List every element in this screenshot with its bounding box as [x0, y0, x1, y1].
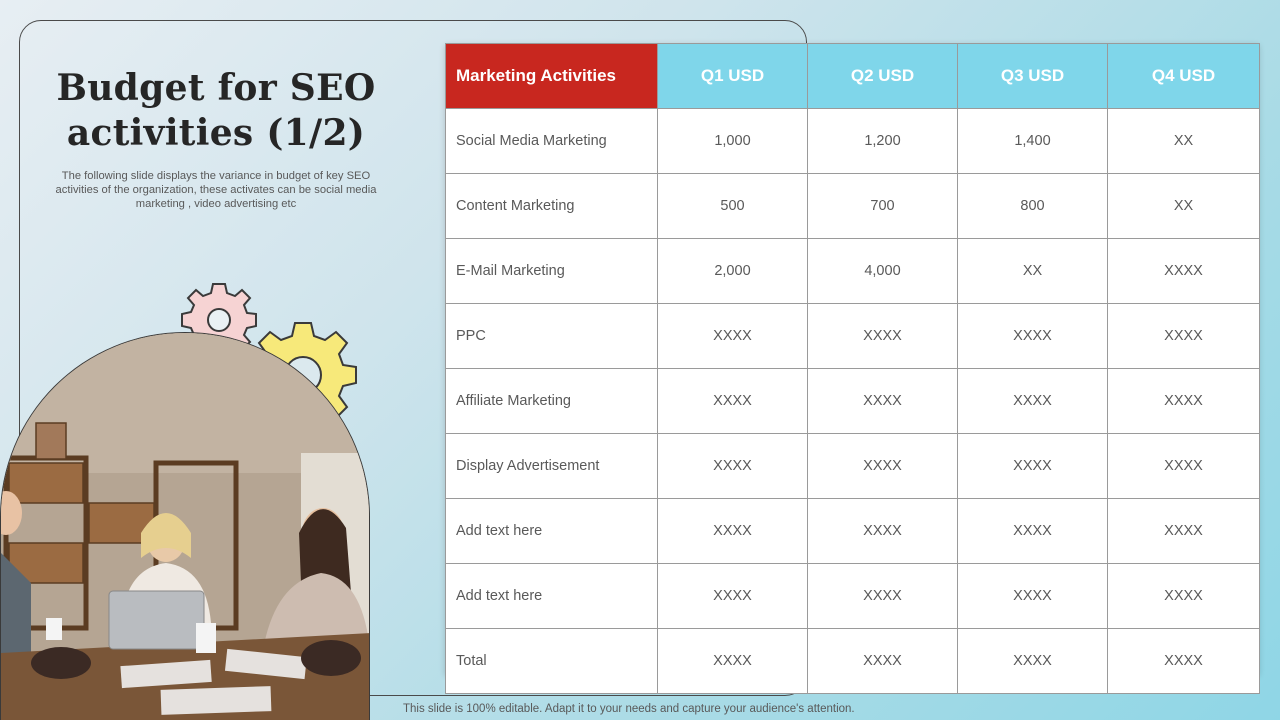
activity-cell: Add text here — [446, 564, 658, 629]
header-cell: Q2 USD — [808, 44, 958, 109]
value-cell: 700 — [808, 174, 958, 239]
table-row — [446, 239, 1260, 304]
value-cell: XXXX — [958, 499, 1108, 564]
activity-cell: Add text here — [446, 499, 658, 564]
slide-subtitle: The following slide displays the variance in budget of key SEO activities of the organization, these activates can be social media marketing , video advertising etc — [55, 170, 377, 210]
value-cell: 1,400 — [958, 109, 1108, 174]
budget-table — [445, 43, 1259, 674]
value-cell: 500 — [658, 174, 808, 239]
value-cell: XXXX — [808, 629, 958, 694]
table-row — [446, 499, 1260, 564]
slide-footer-note: This slide is 100% editable. Adapt it to your needs and capture your audience's attention. — [403, 703, 855, 715]
table-row — [446, 369, 1260, 434]
value-cell: XXXX — [1108, 499, 1260, 564]
value-cell: XXXX — [658, 369, 808, 434]
value-cell: 1,000 — [658, 109, 808, 174]
table-row — [446, 564, 1260, 629]
header-cell: Q3 USD — [958, 44, 1108, 109]
value-cell: XXXX — [808, 304, 958, 369]
value-cell: XXXX — [1108, 629, 1260, 694]
table-row — [446, 304, 1260, 369]
value-cell: 2,000 — [658, 239, 808, 304]
value-cell: XXXX — [658, 434, 808, 499]
value-cell: XXXX — [958, 369, 1108, 434]
value-cell: XXXX — [658, 564, 808, 629]
activity-cell: Affiliate Marketing — [446, 369, 658, 434]
value-cell: XX — [1108, 109, 1260, 174]
table-row-total — [446, 629, 1260, 694]
activity-cell: E-Mail Marketing — [446, 239, 658, 304]
value-cell: XXXX — [658, 304, 808, 369]
table-header-row — [446, 44, 1260, 109]
value-cell: XXXX — [958, 434, 1108, 499]
value-cell: XXXX — [958, 564, 1108, 629]
table-row — [446, 109, 1260, 174]
value-cell: XX — [958, 239, 1108, 304]
value-cell: 1,200 — [808, 109, 958, 174]
header-cell: Q1 USD — [658, 44, 808, 109]
meeting-photo — [0, 332, 370, 720]
value-cell: XXXX — [808, 434, 958, 499]
value-cell: XXXX — [1108, 434, 1260, 499]
activity-cell: PPC — [446, 304, 658, 369]
value-cell: XXXX — [658, 629, 808, 694]
value-cell: XXXX — [958, 629, 1108, 694]
value-cell: XXXX — [808, 369, 958, 434]
value-cell: XXXX — [1108, 369, 1260, 434]
value-cell: XXXX — [958, 304, 1108, 369]
value-cell: XXXX — [808, 499, 958, 564]
value-cell: 4,000 — [808, 239, 958, 304]
table-row — [446, 434, 1260, 499]
table-row — [446, 174, 1260, 239]
activity-cell: Total — [446, 629, 658, 694]
value-cell: XX — [1108, 174, 1260, 239]
activity-cell: Social Media Marketing — [446, 109, 658, 174]
header-cell: Q4 USD — [1108, 44, 1260, 109]
header-cell: Marketing Activities — [446, 44, 658, 109]
value-cell: XXXX — [1108, 564, 1260, 629]
activity-cell: Display Advertisement — [446, 434, 658, 499]
value-cell: 800 — [958, 174, 1108, 239]
activity-cell: Content Marketing — [446, 174, 658, 239]
value-cell: XXXX — [1108, 304, 1260, 369]
value-cell: XXXX — [1108, 239, 1260, 304]
value-cell: XXXX — [808, 564, 958, 629]
slide-title: Budget for SEO activities (1/2) — [56, 67, 376, 154]
value-cell: XXXX — [658, 499, 808, 564]
